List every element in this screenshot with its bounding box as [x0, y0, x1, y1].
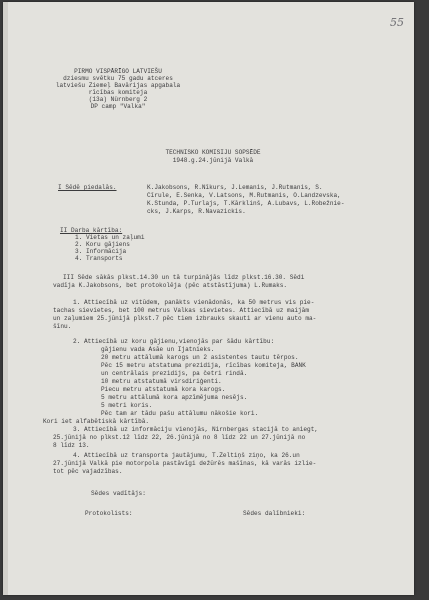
point3-line-2: 25.jūnijā no plkst.12 līdz 22, 26.jūnijā no 8 līdz 22 un 27.jūnijā no	[53, 434, 306, 441]
signature-secretary-label: Protokolists:	[85, 510, 133, 517]
agenda-item-1: 1. Vietas un zaļumi	[75, 234, 145, 241]
org-line-4: rīcības komiteja	[88, 89, 148, 96]
signature-participants-label: Sēdes dalībnieki:	[243, 510, 306, 517]
point3-line-3: 8 līdz 13.	[53, 442, 90, 449]
point1-line-4: šīnu.	[53, 323, 72, 330]
document-subtitle: 1948.g.24.jūnijā Valkā	[172, 157, 254, 164]
point4-line-2: 27.jūnijā Valkā pie motorpola pastāvīgi dežūrēs mašīnas, kā varās izlie-	[53, 460, 317, 467]
page-number: 55	[390, 16, 404, 29]
participants-line-1: K.Jakobsons, R.Nīkurs, J.Lemanis, J.Rutmanis, S.	[147, 184, 323, 191]
point2-intro: 2. Attiecībā uz koru gājienu,vienojās par šādu kārtību:	[73, 338, 275, 345]
point2-item-2: 20 metru attālumā karogs un 2 asistentes tautu tērpos.	[101, 354, 299, 361]
point2-item-9: Pēc tam ar tādu pašu attālumu nākošie kori.	[101, 410, 259, 417]
point2-outro: Kori iet alfabētiskā kārtībā.	[43, 418, 150, 425]
page-edge-shadow	[3, 2, 8, 595]
org-line-3: latviešu Ziemeļ Bavārijas apgabala	[55, 82, 181, 89]
participants-line-4: cks, J.Karps, R.Navazickis.	[147, 208, 246, 215]
session-line-2: vadīja K.Jakobsons, bet protokolēja (pēc atstāstījuma) L.Rumaks.	[53, 282, 288, 289]
point3-line-1: 3. Attiecībā uz informāciju vienojās, Nirnbergas stacijā to aniegt,	[73, 426, 319, 433]
point2-item-4: un centrālais prezidijs, pa četri rindā.	[101, 370, 248, 377]
participants-label: I Sēdē piedalās.	[58, 184, 117, 191]
point4-line-1: 4. Attiecībā uz transporta jautājumu, T.Zeltiņš ziņo, ka 26.un	[73, 452, 300, 459]
point2-item-6: Piecu metru atstatumā kora karogs.	[101, 386, 226, 393]
agenda-item-4: 4. Transports	[75, 255, 123, 262]
session-line-1: III Sēde sākās plkst.14.30 un tā turpinājās līdz plkst.16.30. Sēdi	[63, 274, 305, 281]
org-line-1: PIRMO VISPĀRĪGO LATVIEŠU	[74, 68, 162, 75]
participants-line-3: K.Stunda, P.Turlajs, T.Kārklinš, A.Lubavs, L.Robežnie-	[147, 200, 345, 207]
signature-chair-label: Sēdes vadītājs:	[91, 490, 146, 497]
org-line-2: dziesmu svētku 75 gadu atceres	[63, 75, 173, 82]
agenda-item-2: 2. Koru gājiens	[75, 241, 130, 248]
point1-line-1: 1. Attiecībā uz vitūdem, panākts vienādonās, ka 50 metrus vis pie-	[73, 299, 315, 306]
document-title: TECHNISKO KOMISIJU SOPSĒDE	[165, 149, 261, 156]
org-line-6: DP camp "Valka"	[90, 103, 146, 110]
point2-item-8: 5 metri koris.	[101, 402, 153, 409]
point2-item-5: 10 metru atstatumā virsdiriģenti.	[101, 378, 222, 385]
agenda-label: II Darba kārtība:	[60, 227, 123, 234]
point2-item-7: 5 metru attālumā kora apzīmējuma nesējs.	[101, 394, 248, 401]
point1-line-2: tachas sievietes, bet 100 metrus Valkas sievietes. Attiecībā uz maijām	[53, 307, 309, 314]
org-line-5: (13a) Nürnberg 2	[88, 96, 148, 103]
point1-line-3: un zaļumiem 25.jūnijā plkst.7 pēc tiem izbrauks skauti ar vienu auto ma-	[53, 315, 317, 322]
point2-item-3: Pēc 15 metru atstatuma prezidija, rīcības komiteja, BANK	[101, 362, 306, 369]
point4-line-3: tot pēc vajadzības.	[53, 468, 123, 475]
point2-item-1: gājienu vada Asāe un Ijatnieks.	[101, 346, 215, 353]
agenda-item-3: 3. Informācija	[75, 248, 127, 255]
participants-line-2: Cīrule, E.Senka, V.Latsons, M.Rutmanis, O.Landzevska,	[147, 192, 341, 199]
document-page	[3, 2, 414, 595]
